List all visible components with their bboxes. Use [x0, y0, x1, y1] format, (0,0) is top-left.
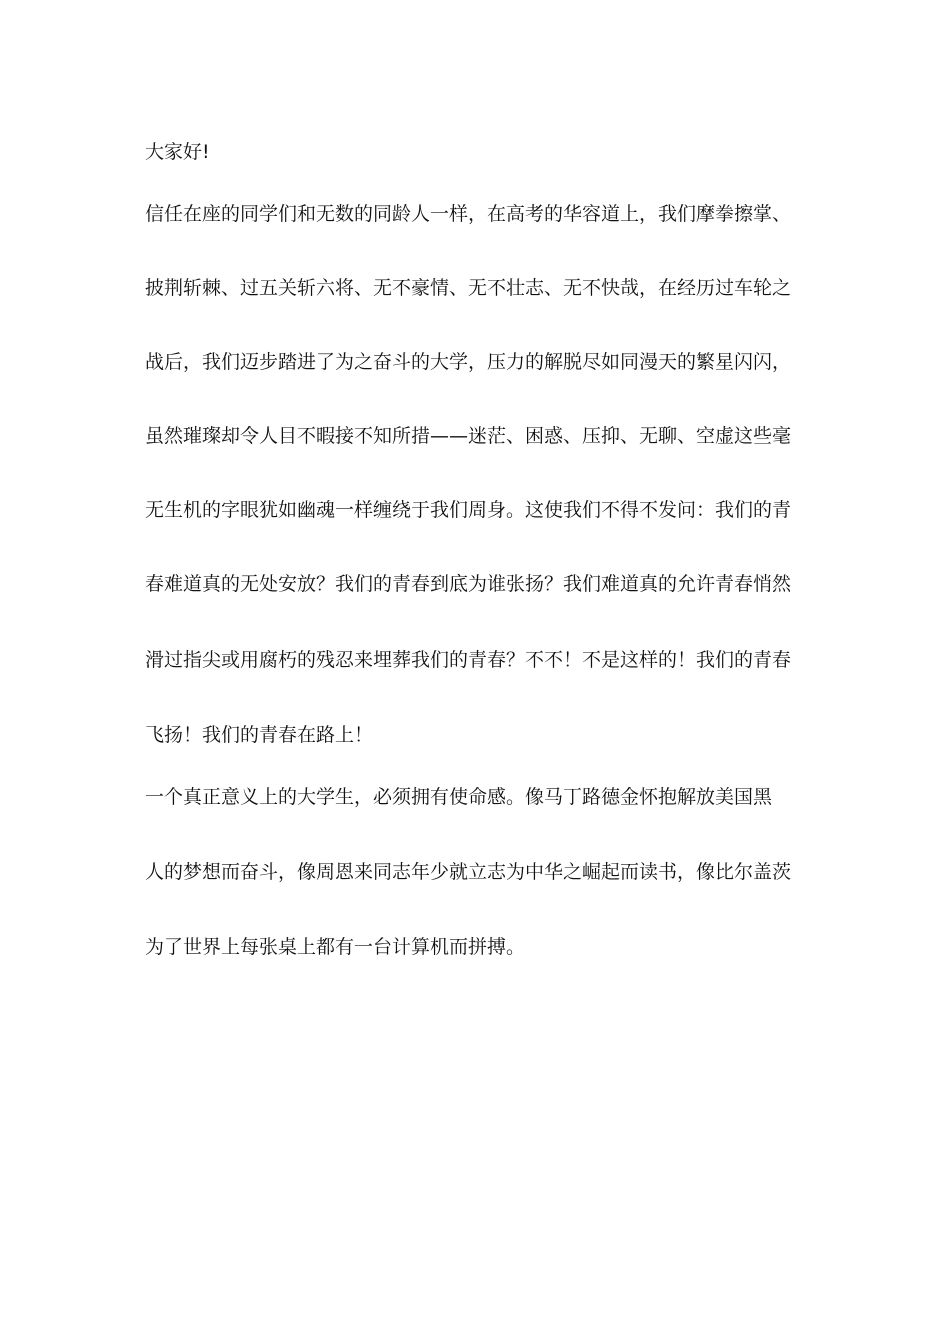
paragraph-1-line-4: 虽然璀璨却令人目不暇接不知所措——迷茫、困惑、压抑、无聊、空虚这些毫 [145, 425, 792, 447]
paragraph-1-line-6: 春难道真的无处安放？我们的青春到底为谁张扬？我们难道真的允许青春悄然 [145, 573, 792, 595]
paragraph-1-line-1: 信任在座的同学们和无数的同龄人一样，在高考的华容道上，我们摩拳擦掌、 [145, 203, 792, 225]
paragraph-1-line-5: 无生机的字眼犹如幽魂一样缠绕于我们周身。这使我们不得不发问：我们的青 [145, 499, 792, 521]
greeting-line: 大家好! [145, 141, 210, 163]
paragraph-1-line-7: 滑过指尖或用腐朽的残忍来埋葬我们的青春？不不！不是这样的！我们的青春 [145, 649, 792, 671]
paragraph-1-line-3: 战后，我们迈步踏进了为之奋斗的大学，压力的解脱尽如同漫天的繁星闪闪， [145, 351, 792, 373]
paragraph-1-line-2: 披荆斩棘、过五关斩六将、无不豪情、无不壮志、无不快哉，在经历过车轮之 [145, 277, 792, 299]
paragraph-2-line-3: 为了世界上每张桌上都有一台计算机而拼搏。 [145, 936, 526, 958]
paragraph-2-line-1: 一个真正意义上的大学生，必须拥有使命感。像马丁路德金怀抱解放美国黑 [145, 786, 773, 808]
paragraph-1-line-8: 飞扬！我们的青春在路上！ [145, 724, 374, 746]
paragraph-2-line-2: 人的梦想而奋斗，像周恩来同志年少就立志为中华之崛起而读书，像比尔盖茨 [145, 861, 792, 883]
